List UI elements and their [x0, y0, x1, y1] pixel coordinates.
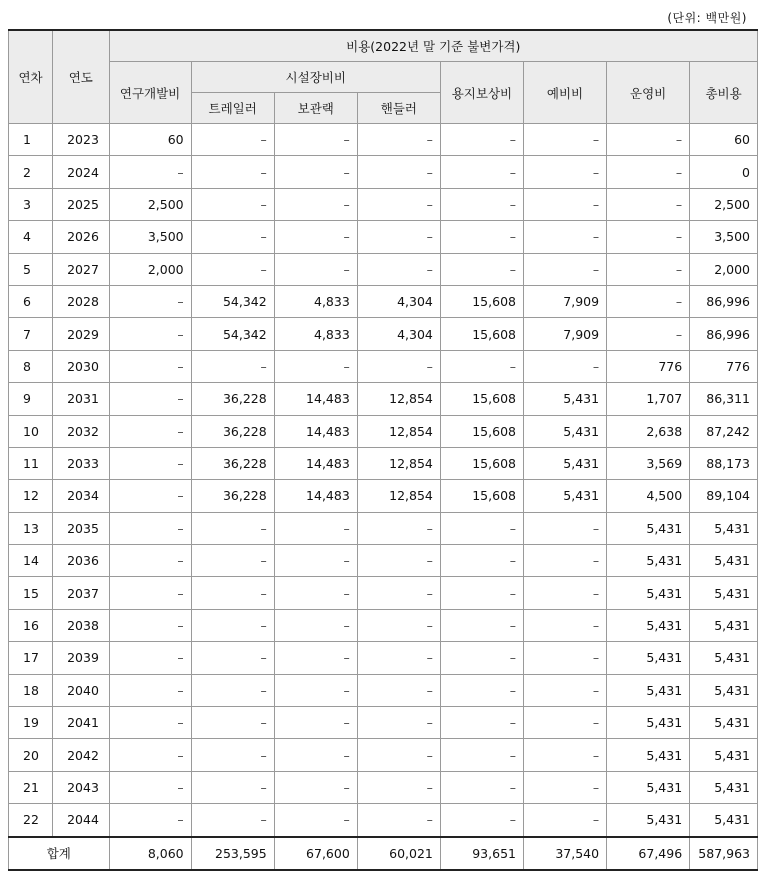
value-cell: –	[523, 804, 606, 837]
value-cell: –	[607, 318, 690, 350]
year-no-cell: 4	[9, 221, 53, 253]
value-cell: –	[440, 545, 523, 577]
value-cell: –	[607, 221, 690, 253]
value-cell: 88,173	[690, 447, 758, 479]
value-cell: –	[357, 739, 440, 771]
value-cell: –	[274, 674, 357, 706]
value-cell: –	[357, 577, 440, 609]
value-cell: 3,500	[690, 221, 758, 253]
value-cell: 12,854	[357, 383, 440, 415]
value-cell: 5,431	[690, 674, 758, 706]
year-cell: 2034	[53, 480, 109, 512]
value-cell: –	[523, 707, 606, 739]
value-cell: 4,304	[357, 318, 440, 350]
value-cell: –	[440, 739, 523, 771]
year-no-cell: 3	[9, 188, 53, 220]
value-cell: –	[191, 609, 274, 641]
value-cell: –	[440, 804, 523, 837]
table-row	[9, 480, 758, 512]
year-no-cell: 22	[9, 804, 53, 837]
value-cell: 5,431	[607, 545, 690, 577]
value-cell: –	[357, 609, 440, 641]
totals-row	[9, 837, 758, 870]
value-cell: –	[440, 124, 523, 156]
year-cell: 2028	[53, 285, 109, 317]
value-cell: 5,431	[523, 415, 606, 447]
year-cell: 2040	[53, 674, 109, 706]
value-cell: –	[357, 350, 440, 382]
value-cell: 2,000	[690, 253, 758, 285]
year-cell: 2026	[53, 221, 109, 253]
header-storage: 보관랙	[274, 93, 357, 124]
year-no-cell: 19	[9, 707, 53, 739]
table-row	[9, 383, 758, 415]
value-cell: 14,483	[274, 480, 357, 512]
value-cell: –	[274, 512, 357, 544]
value-cell: –	[357, 221, 440, 253]
year-no-cell: 1	[9, 124, 53, 156]
value-cell: 5,431	[607, 804, 690, 837]
value-cell: –	[109, 674, 191, 706]
year-cell: 2030	[53, 350, 109, 382]
value-cell: –	[274, 707, 357, 739]
table-row	[9, 447, 758, 479]
value-cell: 5,431	[690, 707, 758, 739]
value-cell: –	[109, 771, 191, 803]
value-cell: –	[440, 609, 523, 641]
value-cell: 87,242	[690, 415, 758, 447]
value-cell: 4,500	[607, 480, 690, 512]
year-no-cell: 5	[9, 253, 53, 285]
value-cell: –	[191, 771, 274, 803]
table-row	[9, 642, 758, 674]
value-cell: –	[191, 642, 274, 674]
value-cell: 1,707	[607, 383, 690, 415]
table-row	[9, 221, 758, 253]
year-cell: 2038	[53, 609, 109, 641]
total-cell: 60,021	[357, 837, 440, 870]
value-cell: –	[523, 739, 606, 771]
header-land: 용지보상비	[440, 62, 523, 124]
value-cell: –	[607, 285, 690, 317]
value-cell: –	[274, 609, 357, 641]
value-cell: –	[523, 350, 606, 382]
table-row	[9, 707, 758, 739]
year-no-cell: 11	[9, 447, 53, 479]
value-cell: –	[523, 188, 606, 220]
value-cell: –	[109, 642, 191, 674]
value-cell: –	[607, 156, 690, 188]
value-cell: 15,608	[440, 318, 523, 350]
header-handler: 핸들러	[357, 93, 440, 124]
value-cell: –	[109, 739, 191, 771]
value-cell: 5,431	[690, 577, 758, 609]
value-cell: 12,854	[357, 447, 440, 479]
value-cell: –	[357, 188, 440, 220]
value-cell: –	[191, 512, 274, 544]
value-cell: –	[109, 512, 191, 544]
value-cell: 15,608	[440, 447, 523, 479]
value-cell: –	[440, 156, 523, 188]
value-cell: –	[109, 415, 191, 447]
total-cell: 37,540	[523, 837, 606, 870]
table-row	[9, 124, 758, 156]
value-cell: –	[440, 221, 523, 253]
year-no-cell: 16	[9, 609, 53, 641]
value-cell: 15,608	[440, 285, 523, 317]
value-cell: –	[607, 124, 690, 156]
header-trailer: 트레일러	[191, 93, 274, 124]
value-cell: –	[109, 318, 191, 350]
table-row	[9, 253, 758, 285]
year-no-cell: 8	[9, 350, 53, 382]
value-cell: –	[440, 674, 523, 706]
value-cell: –	[191, 674, 274, 706]
value-cell: –	[440, 771, 523, 803]
value-cell: –	[274, 253, 357, 285]
value-cell: 36,228	[191, 480, 274, 512]
year-cell: 2033	[53, 447, 109, 479]
value-cell: 15,608	[440, 415, 523, 447]
header-operating: 운영비	[607, 62, 690, 124]
header-facility-group: 시설장비비	[191, 62, 440, 93]
value-cell: 54,342	[191, 318, 274, 350]
total-cell: 93,651	[440, 837, 523, 870]
value-cell: 36,228	[191, 383, 274, 415]
value-cell: 776	[690, 350, 758, 382]
value-cell: 5,431	[523, 447, 606, 479]
value-cell: –	[357, 124, 440, 156]
value-cell: –	[191, 545, 274, 577]
total-cell: 253,595	[191, 837, 274, 870]
value-cell: –	[523, 771, 606, 803]
value-cell: 2,638	[607, 415, 690, 447]
value-cell: –	[440, 577, 523, 609]
value-cell: –	[440, 350, 523, 382]
year-cell: 2039	[53, 642, 109, 674]
value-cell: 14,483	[274, 447, 357, 479]
value-cell: –	[523, 642, 606, 674]
value-cell: –	[191, 188, 274, 220]
value-cell: 5,431	[607, 771, 690, 803]
value-cell: 5,431	[607, 707, 690, 739]
value-cell: –	[523, 545, 606, 577]
value-cell: 5,431	[690, 771, 758, 803]
value-cell: –	[357, 156, 440, 188]
value-cell: –	[274, 188, 357, 220]
table-row	[9, 609, 758, 641]
value-cell: 5,431	[690, 512, 758, 544]
value-cell: –	[523, 577, 606, 609]
year-cell: 2029	[53, 318, 109, 350]
table-row	[9, 771, 758, 803]
total-cell: 67,496	[607, 837, 690, 870]
value-cell: –	[440, 642, 523, 674]
value-cell: 4,833	[274, 318, 357, 350]
year-no-cell: 13	[9, 512, 53, 544]
value-cell: –	[109, 804, 191, 837]
value-cell: –	[109, 350, 191, 382]
value-cell: –	[440, 512, 523, 544]
year-no-cell: 20	[9, 739, 53, 771]
value-cell: 14,483	[274, 415, 357, 447]
value-cell: –	[109, 383, 191, 415]
value-cell: 60	[690, 124, 758, 156]
value-cell: –	[191, 156, 274, 188]
total-cell: 587,963	[690, 837, 758, 870]
value-cell: –	[357, 545, 440, 577]
value-cell: –	[523, 156, 606, 188]
value-cell: –	[191, 707, 274, 739]
value-cell: –	[274, 221, 357, 253]
value-cell: –	[607, 188, 690, 220]
table-row	[9, 545, 758, 577]
table-row	[9, 156, 758, 188]
value-cell: –	[523, 124, 606, 156]
value-cell: 5,431	[523, 480, 606, 512]
year-no-cell: 14	[9, 545, 53, 577]
header-year: 연도	[53, 30, 109, 124]
year-no-cell: 18	[9, 674, 53, 706]
value-cell: 5,431	[607, 739, 690, 771]
value-cell: 5,431	[690, 739, 758, 771]
value-cell: 5,431	[690, 642, 758, 674]
value-cell: 5,431	[607, 642, 690, 674]
value-cell: –	[109, 545, 191, 577]
year-no-cell: 9	[9, 383, 53, 415]
value-cell: –	[191, 804, 274, 837]
value-cell: 0	[690, 156, 758, 188]
value-cell: 2,000	[109, 253, 191, 285]
value-cell: –	[191, 577, 274, 609]
total-cell: 8,060	[109, 837, 191, 870]
value-cell: –	[357, 642, 440, 674]
table-row	[9, 512, 758, 544]
value-cell: –	[523, 253, 606, 285]
value-cell: –	[357, 512, 440, 544]
value-cell: 4,833	[274, 285, 357, 317]
value-cell: –	[274, 124, 357, 156]
header-rnd: 연구개발비	[109, 62, 191, 124]
value-cell: 5,431	[690, 804, 758, 837]
value-cell: –	[357, 707, 440, 739]
value-cell: –	[274, 739, 357, 771]
value-cell: 5,431	[607, 577, 690, 609]
cost-table	[8, 29, 758, 871]
value-cell: 86,311	[690, 383, 758, 415]
year-cell: 2032	[53, 415, 109, 447]
year-cell: 2035	[53, 512, 109, 544]
year-cell: 2031	[53, 383, 109, 415]
value-cell: 2,500	[690, 188, 758, 220]
value-cell: 60	[109, 124, 191, 156]
value-cell: –	[109, 707, 191, 739]
value-cell: –	[440, 188, 523, 220]
value-cell: –	[191, 739, 274, 771]
value-cell: 14,483	[274, 383, 357, 415]
total-cell: 67,600	[274, 837, 357, 870]
value-cell: –	[274, 350, 357, 382]
value-cell: 86,996	[690, 285, 758, 317]
value-cell: 5,431	[607, 674, 690, 706]
value-cell: –	[274, 545, 357, 577]
value-cell: –	[109, 480, 191, 512]
value-cell: 3,500	[109, 221, 191, 253]
value-cell: –	[523, 221, 606, 253]
year-cell: 2023	[53, 124, 109, 156]
header-reserve: 예비비	[523, 62, 606, 124]
value-cell: 15,608	[440, 383, 523, 415]
value-cell: 89,104	[690, 480, 758, 512]
year-cell: 2025	[53, 188, 109, 220]
year-no-cell: 15	[9, 577, 53, 609]
value-cell: 12,854	[357, 415, 440, 447]
table-row	[9, 350, 758, 382]
value-cell: –	[607, 253, 690, 285]
table-row	[9, 577, 758, 609]
value-cell: 36,228	[191, 415, 274, 447]
table-row	[9, 739, 758, 771]
value-cell: –	[274, 577, 357, 609]
year-cell: 2024	[53, 156, 109, 188]
value-cell: 776	[607, 350, 690, 382]
table-row	[9, 188, 758, 220]
value-cell: 5,431	[607, 512, 690, 544]
year-no-cell: 17	[9, 642, 53, 674]
value-cell: –	[109, 156, 191, 188]
table-row	[9, 674, 758, 706]
value-cell: –	[109, 447, 191, 479]
value-cell: –	[109, 285, 191, 317]
table-row	[9, 318, 758, 350]
year-cell: 2044	[53, 804, 109, 837]
value-cell: –	[357, 674, 440, 706]
year-cell: 2036	[53, 545, 109, 577]
unit-note: (단위: 백만원)	[667, 11, 747, 25]
value-cell: 4,304	[357, 285, 440, 317]
value-cell: 5,431	[690, 609, 758, 641]
value-cell: 3,569	[607, 447, 690, 479]
year-no-cell: 6	[9, 285, 53, 317]
value-cell: 36,228	[191, 447, 274, 479]
value-cell: –	[274, 804, 357, 837]
year-cell: 2027	[53, 253, 109, 285]
header-total: 총비용	[690, 62, 758, 124]
value-cell: 15,608	[440, 480, 523, 512]
value-cell: –	[357, 253, 440, 285]
value-cell: –	[274, 771, 357, 803]
header-year-no: 연차	[9, 30, 53, 124]
table-row	[9, 804, 758, 837]
value-cell: –	[357, 771, 440, 803]
value-cell: –	[523, 609, 606, 641]
value-cell: 2,500	[109, 188, 191, 220]
header-cost-group: 비용(2022년 말 기준 불변가격)	[109, 30, 757, 62]
value-cell: –	[440, 707, 523, 739]
value-cell: –	[109, 577, 191, 609]
totals-label: 합계	[9, 837, 110, 870]
table-body	[9, 124, 758, 837]
value-cell: 5,431	[523, 383, 606, 415]
year-cell: 2037	[53, 577, 109, 609]
year-cell: 2043	[53, 771, 109, 803]
value-cell: 5,431	[607, 609, 690, 641]
value-cell: –	[109, 609, 191, 641]
value-cell: –	[191, 350, 274, 382]
value-cell: –	[523, 512, 606, 544]
value-cell: 5,431	[690, 545, 758, 577]
year-no-cell: 7	[9, 318, 53, 350]
value-cell: –	[191, 124, 274, 156]
table-row	[9, 415, 758, 447]
value-cell: –	[274, 156, 357, 188]
year-no-cell: 2	[9, 156, 53, 188]
year-no-cell: 12	[9, 480, 53, 512]
value-cell: –	[440, 253, 523, 285]
value-cell: –	[357, 804, 440, 837]
value-cell: –	[523, 674, 606, 706]
year-no-cell: 21	[9, 771, 53, 803]
year-cell: 2042	[53, 739, 109, 771]
value-cell: 12,854	[357, 480, 440, 512]
value-cell: 7,909	[523, 285, 606, 317]
year-cell: 2041	[53, 707, 109, 739]
year-no-cell: 10	[9, 415, 53, 447]
value-cell: 86,996	[690, 318, 758, 350]
value-cell: 7,909	[523, 318, 606, 350]
value-cell: 54,342	[191, 285, 274, 317]
value-cell: –	[191, 253, 274, 285]
value-cell: –	[274, 642, 357, 674]
value-cell: –	[191, 221, 274, 253]
table-row	[9, 285, 758, 317]
